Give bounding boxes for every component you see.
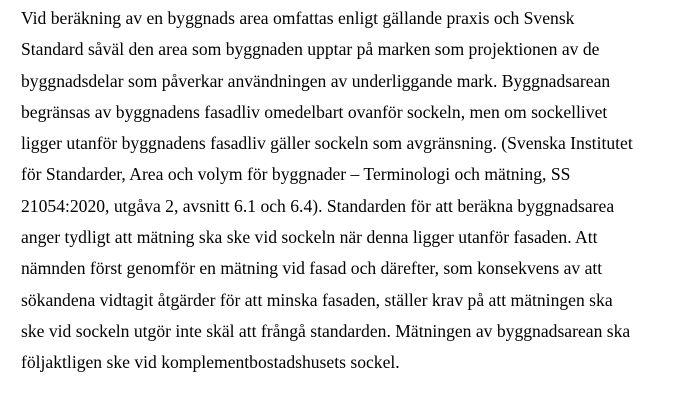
paragraph-line: Vid beräkning av en byggnads area omfattas enligt gällande praxis och Svensk [21,8,575,28]
paragraph-line: 21054:2020, utgåva 2, avsnitt 6.1 och 6.4). Standarden för att beräkna byggnadsarea [21,195,615,216]
paragraph-line: byggnadsdelar som påverkar användningen av underliggande mark. Byggnadsarean [21,70,611,91]
paragraph-line: nämnden först genomför en mätning vid fasad och därefter, som konsekvens av att [21,258,603,279]
paragraph-line: sökandena vidtagit åtgärder för att minska fasaden, ställer krav på att mätningen ska [21,289,613,310]
paragraph-line: följaktligen ske vid komplementbostadshusets sockel. [21,352,400,373]
paragraph-line: för Standarder, Area och volym för byggnader – Terminologi och mätning, SS [21,164,571,185]
paragraph-line: begränsas av byggnadens fasadliv omedelbart ovanför sockeln, men om sockellivet [21,101,608,122]
paragraph-line: ske vid sockeln utgör inte skäl att frångå standarden. Mätningen av byggnadsarean ska [21,320,631,341]
paragraph-line: Standard såväl den area som byggnaden upptar på marken som projektionen av de [21,39,600,60]
body-paragraph [21,3,633,379]
paragraph-line: ligger utanför byggnadens fasadliv gäller sockeln som avgränsning. (Svenska Institutet [21,133,633,154]
paragraph-line: anger tydligt att mätning ska ske vid sockeln när denna ligger utanför fasaden. Att [21,227,598,248]
